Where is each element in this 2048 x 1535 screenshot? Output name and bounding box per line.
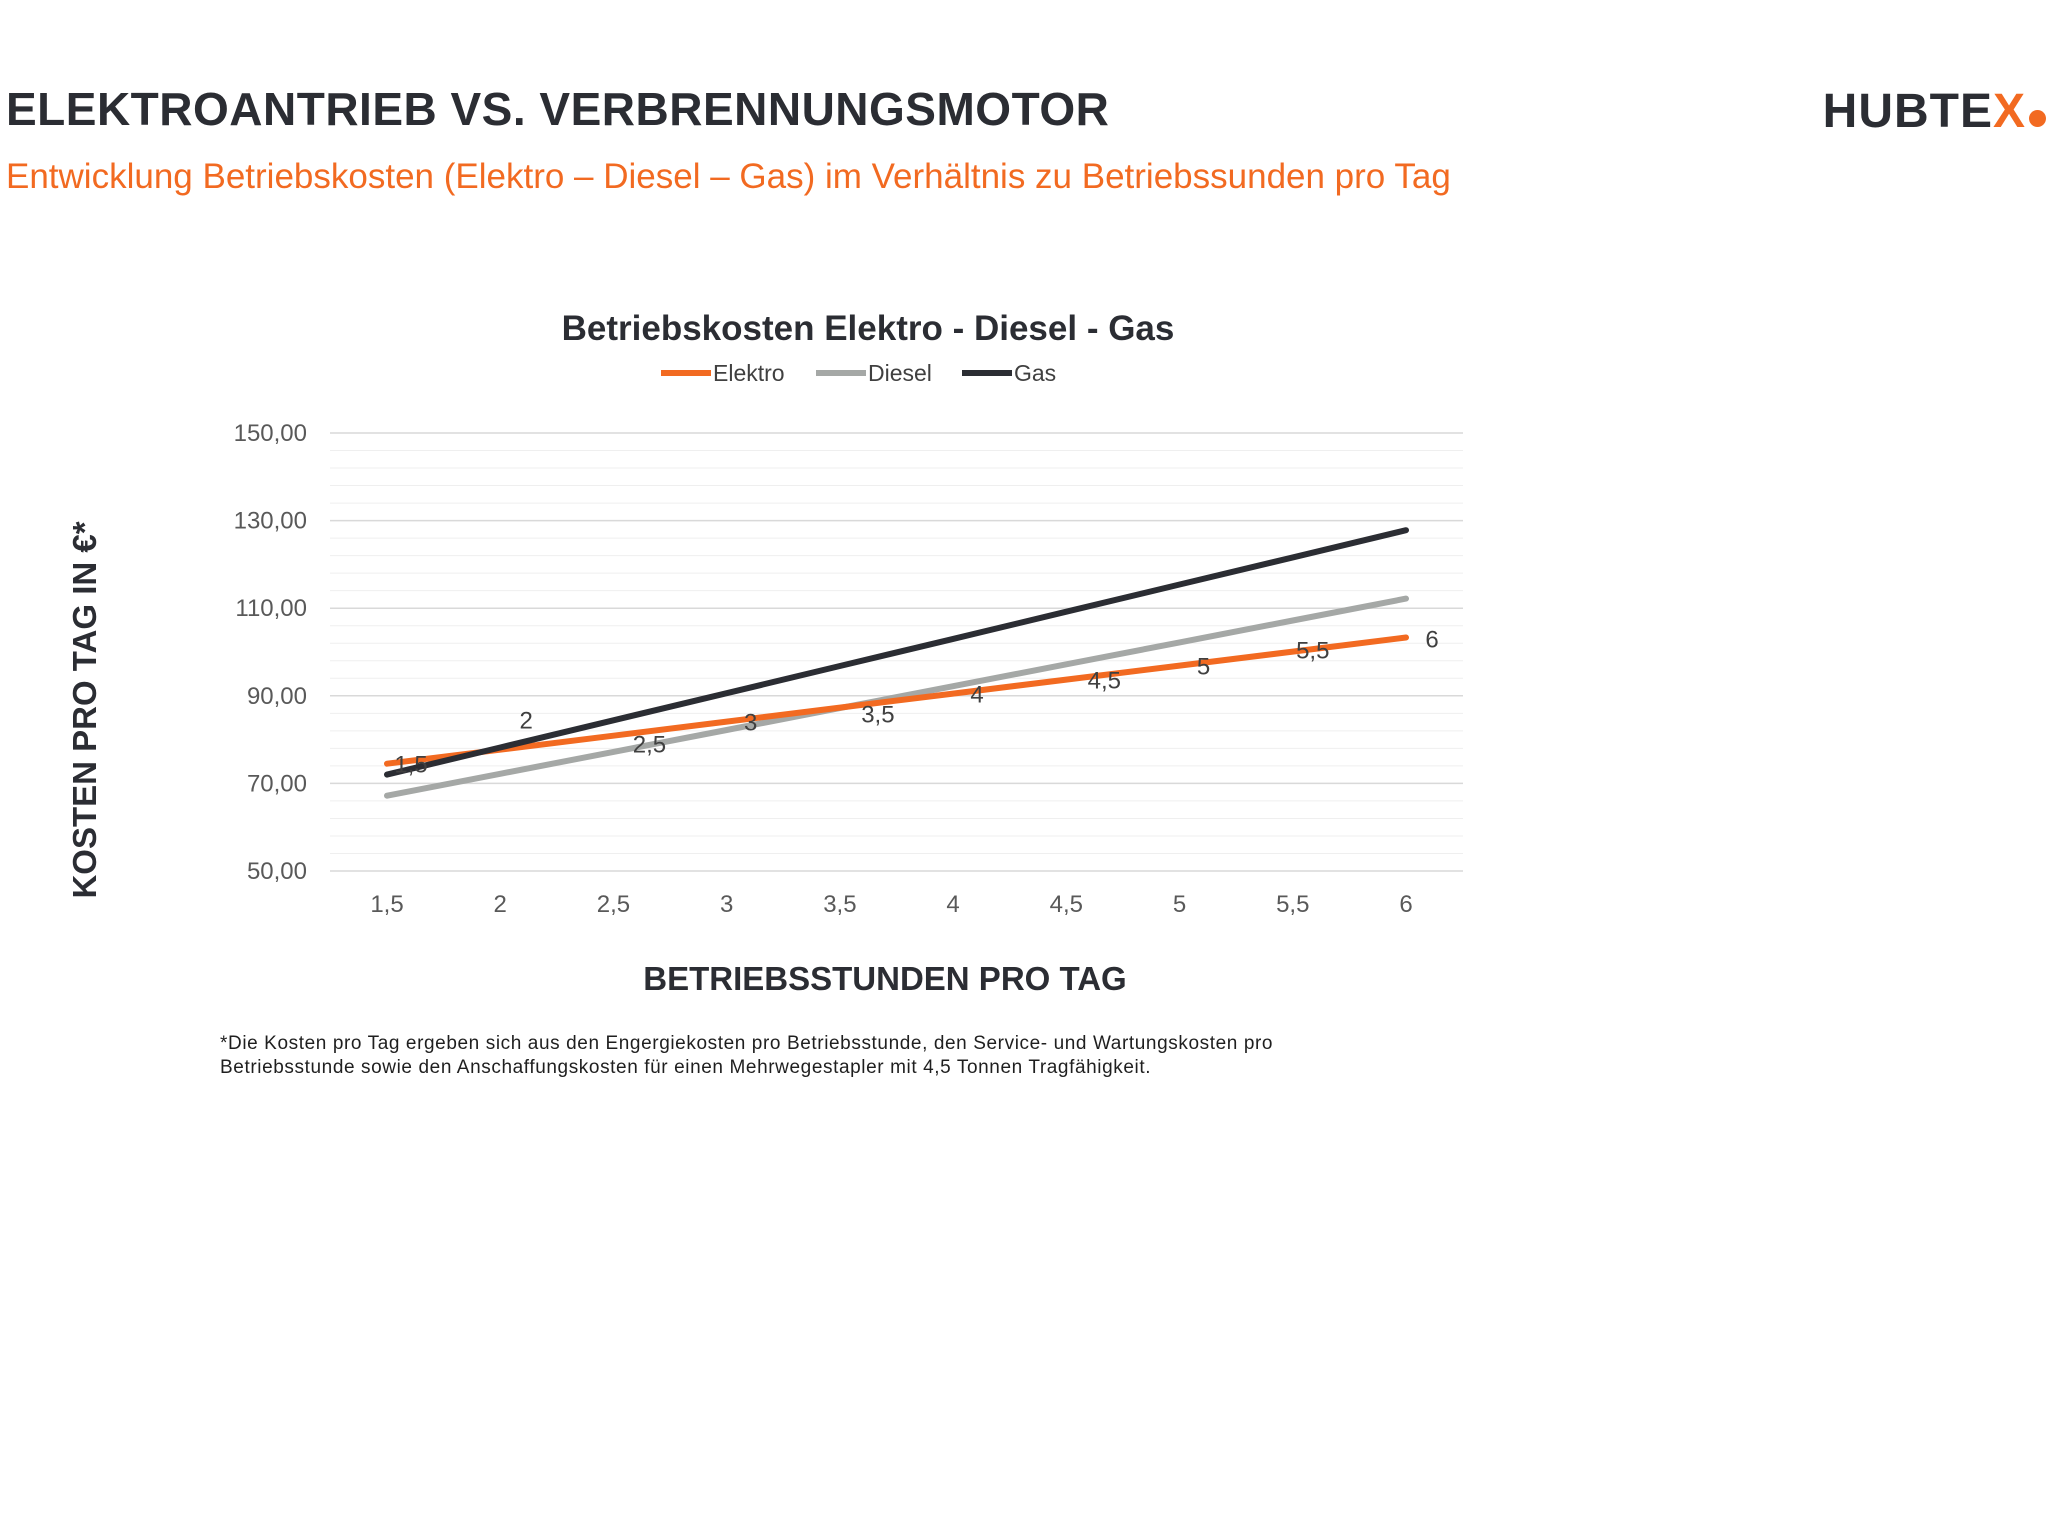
- data-label: 5,5: [1296, 637, 1330, 665]
- legend-label-diesel: Diesel: [868, 360, 932, 386]
- data-label: 2: [519, 707, 533, 735]
- x-tick-label: 3: [719, 891, 734, 918]
- series-line-gas: [387, 530, 1406, 774]
- x-tick-label: 4,5: [1049, 891, 1084, 918]
- x-axis-title: BETRIEBSSTUNDEN PRO TAG: [643, 960, 1127, 997]
- data-label: 4,5: [1087, 667, 1122, 695]
- data-label: 4: [970, 681, 984, 709]
- x-tick-label: 2: [493, 891, 507, 918]
- page-subtitle: Entwicklung Betriebskosten (Elektro – Diesel – Gas) im Verhältnis zu Betriebssunden pro Tag: [6, 157, 1451, 196]
- x-tick-label: 6: [1399, 891, 1413, 918]
- legend-label-elektro: Elektro: [713, 360, 785, 386]
- footnote: *Die Kosten pro Tag ergeben sich aus den Engergiekosten pro Betriebsstunde, den Service- und Wartungskosten pro Betriebsstunde sowie den Anschaffungskosten für einen Mehrwegestapler mit 4,5 Tonnen Tragfähigkeit.: [220, 1033, 1274, 1078]
- x-tick-label: 1,5: [370, 891, 404, 918]
- y-axis-title: KOSTEN PRO TAG IN €*: [66, 521, 103, 899]
- y-tick-label: 110,00: [235, 595, 307, 623]
- y-axis-ticks: [234, 420, 307, 885]
- logo-text: HUBTE: [1822, 85, 1993, 138]
- x-tick-label: 3,5: [823, 891, 857, 918]
- y-tick-label: 50,00: [246, 858, 307, 885]
- legend: [661, 360, 1056, 386]
- x-tick-label: 5,5: [1276, 891, 1310, 918]
- data-label: 1,5: [394, 751, 428, 779]
- x-tick-label: 5: [1172, 891, 1187, 918]
- legend-label-gas: Gas: [1014, 360, 1057, 386]
- page-title: ELEKTROANTRIEB VS. VERBRENNUNGSMOTOR: [6, 83, 1110, 135]
- x-tick-label: 4: [946, 891, 960, 918]
- y-tick-label: 70,00: [246, 770, 307, 798]
- logo-accent-x: X: [1992, 85, 2026, 138]
- y-tick-label: 130,00: [233, 507, 307, 535]
- y-tick-label: 150,00: [233, 420, 307, 447]
- data-label: 3: [743, 709, 758, 737]
- x-axis-ticks: [370, 891, 1412, 918]
- y-tick-label: 90,00: [246, 682, 307, 710]
- series-lines: [387, 530, 1406, 796]
- data-label: 3,5: [861, 701, 895, 729]
- data-label: 2,5: [632, 731, 667, 759]
- series-line-elektro: [387, 638, 1406, 764]
- x-tick-label: 2,5: [596, 891, 631, 918]
- data-label: 5: [1196, 653, 1211, 681]
- chart-title: Betriebskosten Elektro - Diesel - Gas: [561, 309, 1175, 348]
- data-label: 6: [1425, 626, 1439, 654]
